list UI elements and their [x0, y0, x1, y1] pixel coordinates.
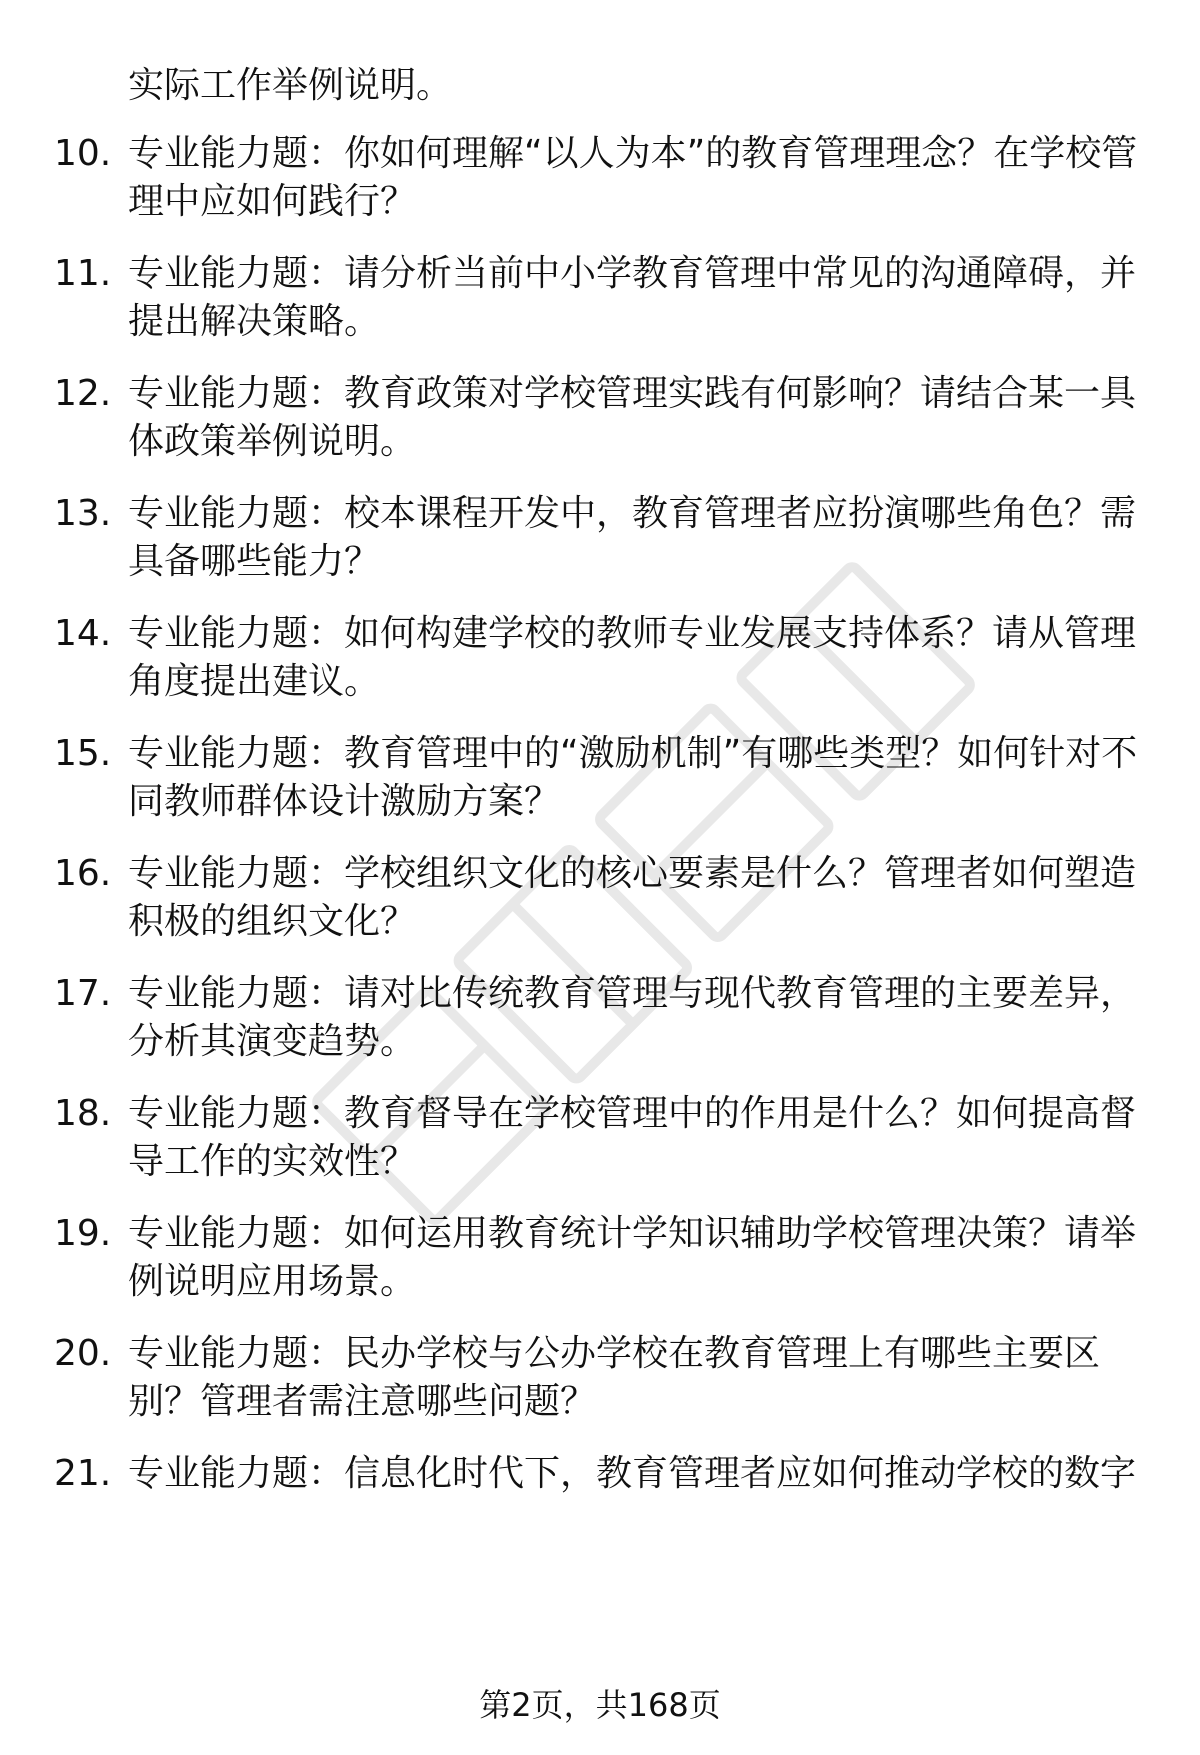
item-text: 专业能力题：如何运用教育统计学知识辅助学校管理决策？请举例说明应用场景。: [128, 1213, 1137, 1302]
item-number: 21.: [54, 1453, 112, 1494]
item-text: 专业能力题：教育督导在学校管理中的作用是什么？如何提高督导工作的实效性？: [128, 1093, 1137, 1182]
item-number: 15.: [54, 733, 112, 774]
item-number: 17.: [54, 973, 112, 1014]
item-text: 专业能力题：教育管理中的“激励机制”有哪些类型？如何针对不同教师群体设计激励方案？: [128, 733, 1138, 822]
item-number: 14.: [54, 613, 112, 654]
item-number: 11.: [54, 253, 112, 294]
item-text: 专业能力题：民办学校与公办学校在教育管理上有哪些主要区别？管理者需注意哪些问题？: [128, 1333, 1101, 1422]
item-number: 18.: [54, 1093, 112, 1134]
continuation-text: 实际工作举例说明。: [128, 65, 453, 106]
item-text: 专业能力题：教育政策对学校管理实践有何影响？请结合某一具体政策举例说明。: [128, 373, 1137, 462]
item-number: 20.: [54, 1333, 112, 1374]
item-number: 12.: [54, 373, 112, 414]
item-text: 专业能力题：如何构建学校的教师专业发展支持体系？请从管理角度提出建议。: [128, 613, 1137, 702]
item-text: 专业能力题：请分析当前中小学教育管理中常见的沟通障碍，并提出解决策略。: [128, 253, 1137, 342]
item-number: 13.: [54, 493, 112, 534]
item-text: 专业能力题：校本课程开发中，教育管理者应扮演哪些角色？需具备哪些能力？: [128, 493, 1137, 582]
item-text: 专业能力题：学校组织文化的核心要素是什么？管理者如何塑造积极的组织文化？: [128, 853, 1137, 942]
page-footer: 第2页，共168页: [479, 1686, 721, 1724]
item-number: 19.: [54, 1213, 112, 1254]
item-text: 专业能力题：请对比传统教育管理与现代教育管理的主要差异，分析其演变趋势。: [128, 973, 1137, 1062]
item-text: 专业能力题：信息化时代下，教育管理者应如何推动学校的数字: [128, 1453, 1137, 1494]
item-number: 10.: [54, 133, 112, 174]
item-number: 16.: [54, 853, 112, 894]
item-text: 专业能力题：你如何理解“以人为本”的教育管理理念？在学校管理中应如何践行？: [128, 133, 1138, 222]
